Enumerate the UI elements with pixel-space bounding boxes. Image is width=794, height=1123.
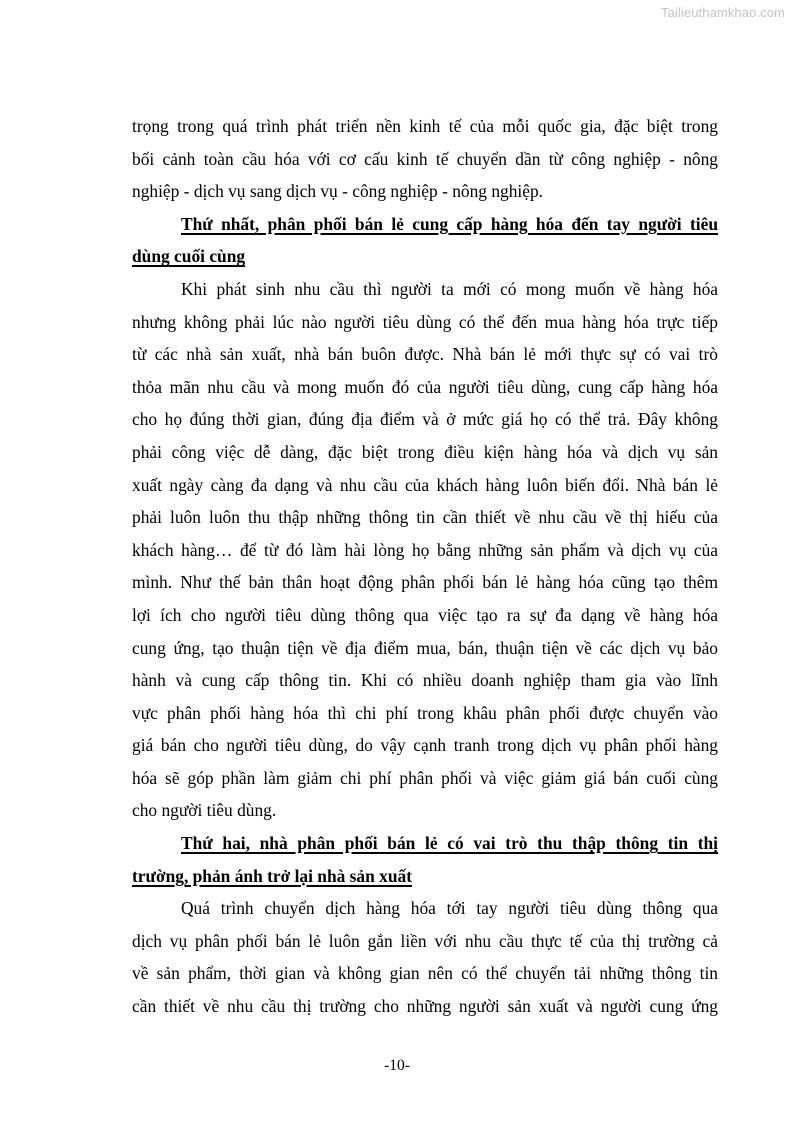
body-line: Khi phát sinh nhu cầu thì người ta mới có mong muốn về hàng hóa <box>181 278 718 299</box>
body-line: Quá trình chuyển dịch hàng hóa tới tay người tiêu dùng thông qua <box>181 898 718 919</box>
body-line: vực phân phối hàng hóa thì chi phí trong khâu phân phối được chuyển vào <box>132 702 718 723</box>
body-line: thỏa mãn nhu cầu và mong muốn đó của người tiêu dùng, cung cấp hàng hóa <box>132 376 718 397</box>
body-line: cung ứng, tạo thuận tiện về địa điểm mua, bán, thuận tiện về các dịch vụ bảo <box>132 637 718 658</box>
body-line: về sản phẩm, thời gian và không gian nên có thể chuyển tải những thông tin <box>132 963 718 984</box>
page-number: -10- <box>384 1057 410 1074</box>
section-heading-second: Thứ hai, nhà phân phối bán lẻ có vai trò thu thập thông tin thị <box>181 833 718 854</box>
body-line: phải công việc dễ dàng, đặc biệt trong điều kiện hàng hóa và dịch vụ sản <box>132 441 718 462</box>
body-line: khách hàng… để từ đó làm hài lòng họ bằng những sản phẩm và dịch vụ của <box>132 539 718 560</box>
body-line: mình. Như thế bản thân hoạt động phân phối bán lẻ hàng hóa cũng tạo thêm <box>132 572 718 593</box>
section-heading-second-cont: trường, phản ánh trở lại nhà sản xuất <box>132 865 412 886</box>
body-line: nhưng không phải lúc nào người tiêu dùng có thể đến mua hàng hóa trực tiếp <box>132 311 718 332</box>
body-line: bối cảnh toàn cầu hóa với cơ cấu kinh tế chuyển dần từ công nghiệp - nông <box>132 148 718 169</box>
body-line: phải luôn luôn thu thập những thông tin cần thiết về nhu cầu về thị hiếu của <box>132 507 718 528</box>
body-line: giá bán cho người tiêu dùng, do vậy cạnh tranh trong dịch vụ phân phối hàng <box>132 735 718 756</box>
body-line: dịch vụ phân phối bán lẻ luôn gắn liền với nhu cầu thực tế của thị trường cả <box>132 930 718 951</box>
body-line: cần thiết về nhu cầu thị trường cho những người sản xuất và người cung ứng <box>132 996 718 1017</box>
section-heading-first-cont: dùng cuối cùng <box>132 246 246 267</box>
body-line: nghiệp - dịch vụ sang dịch vụ - công nghiệp - nông nghiệp. <box>132 181 544 202</box>
body-line: từ các nhà sản xuất, nhà bán buôn được. Nhà bán lẻ mới thực sự có vai trò <box>132 344 718 365</box>
section-heading-first: Thứ nhất, phân phối bán lẻ cung cấp hàng hóa đến tay người tiêu <box>181 213 718 234</box>
body-line: xuất ngày càng đa dạng và nhu cầu của khách hàng luôn biến đổi. Nhà bán lẻ <box>132 474 718 495</box>
document-body <box>132 110 718 1023</box>
body-line: hành và cung cấp thông tin. Khi có nhiều doanh nghiệp tham gia vào lĩnh <box>132 670 718 691</box>
watermark-text: Tailieuthamkhao.com <box>660 5 785 20</box>
body-line: cho người tiêu dùng. <box>132 800 277 821</box>
body-line: lợi ích cho người tiêu dùng thông qua việc tạo ra sự đa dạng về hàng hóa <box>132 604 718 625</box>
body-line: cho họ đúng thời gian, đúng địa điểm và ở mức giá họ có thể trả. Đây không <box>132 409 718 430</box>
body-line: hóa sẽ góp phần làm giảm chi phí phân phối và việc giảm giá bán cuối cùng <box>132 767 718 788</box>
body-line: trọng trong quá trình phát triển nền kinh tế của mỗi quốc gia, đặc biệt trong <box>132 116 718 136</box>
